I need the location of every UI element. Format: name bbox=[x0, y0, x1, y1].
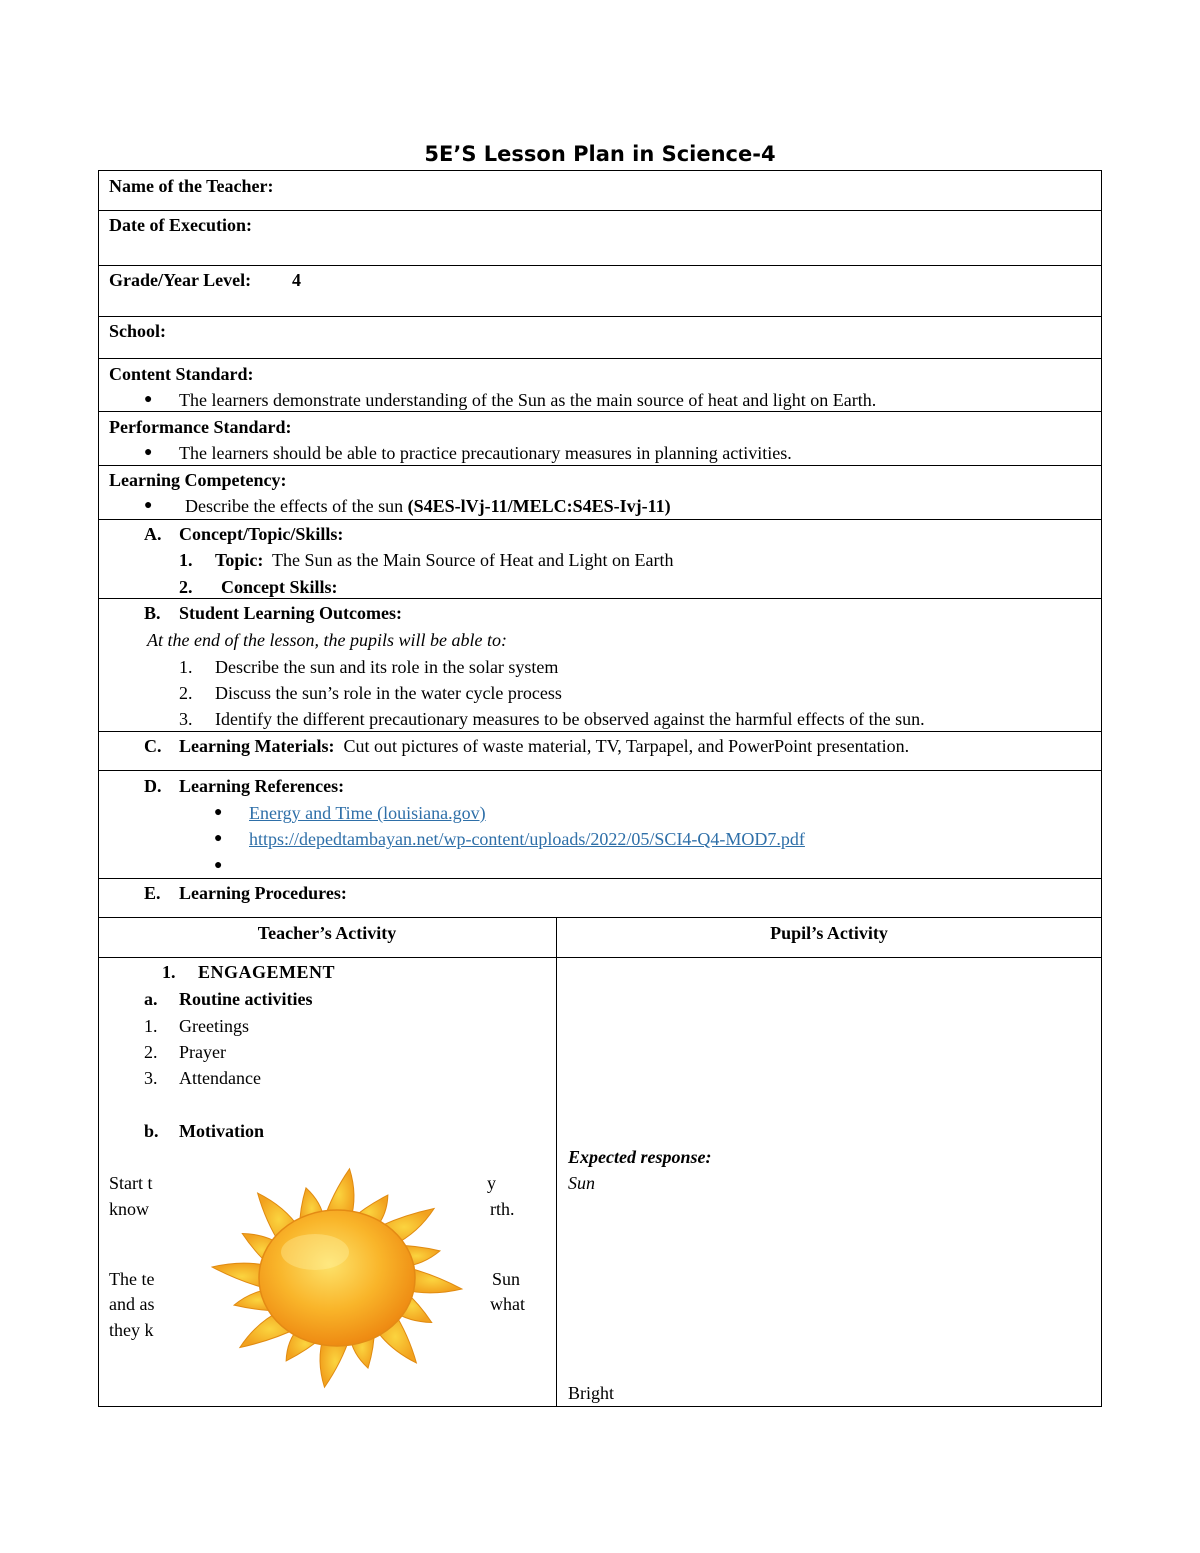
divider bbox=[98, 316, 1102, 317]
paragraph-fragment: rth. bbox=[490, 1199, 515, 1219]
divider bbox=[98, 878, 1102, 879]
motivation-heading: Motivation bbox=[179, 1121, 264, 1141]
outcomes-intro: At the end of the lesson, the pupils will be able to: bbox=[147, 630, 507, 650]
topic-line bbox=[215, 549, 673, 571]
pupil-response: Bright bbox=[568, 1383, 615, 1403]
performance-standard-item: The learners should be able to practice precautionary measures in planning activities. bbox=[179, 443, 792, 463]
bullet-icon: ● bbox=[144, 445, 153, 460]
divider bbox=[98, 411, 1102, 412]
materials-line bbox=[179, 735, 909, 757]
outcome-text: Describe the sun and its role in the solar system bbox=[215, 657, 559, 677]
content-standard-item: The learners demonstrate understanding of the Sun as the main source of heat and light on Earth. bbox=[179, 390, 877, 410]
competency-code: (S4ES-lVj-11/MELC:S4ES-Ivj-11) bbox=[407, 496, 671, 516]
section-b-letter: B. bbox=[144, 603, 161, 623]
skills-num: 2. bbox=[179, 577, 193, 597]
skills-label: Concept Skills: bbox=[221, 577, 338, 597]
sun-icon bbox=[187, 1160, 492, 1392]
bullet-icon: ● bbox=[144, 498, 153, 513]
paragraph-fragment: The te bbox=[109, 1269, 155, 1289]
motivation-letter: b. bbox=[144, 1121, 159, 1141]
outcome-num: 2. bbox=[179, 683, 193, 703]
paragraph-fragment: y bbox=[487, 1173, 496, 1193]
grade-value: 4 bbox=[292, 270, 301, 290]
reference-link[interactable]: Energy and Time (louisiana.gov) bbox=[249, 803, 486, 823]
content-standard-label: Content Standard: bbox=[109, 364, 254, 384]
divider bbox=[98, 210, 1102, 211]
expected-response-label: Expected response: bbox=[568, 1147, 712, 1167]
routine-letter: a. bbox=[144, 989, 158, 1009]
paragraph-fragment: Sun bbox=[492, 1269, 521, 1289]
routine-num: 3. bbox=[144, 1068, 158, 1088]
column-divider bbox=[556, 918, 557, 1406]
topic-num: 1. bbox=[179, 550, 193, 570]
teacher-activity-header: Teacher’s Activity bbox=[257, 923, 397, 943]
section-e-letter: E. bbox=[144, 883, 161, 903]
section-a-letter: A. bbox=[144, 524, 162, 544]
divider bbox=[98, 358, 1102, 359]
divider bbox=[98, 731, 1102, 732]
bullet-icon: ● bbox=[144, 392, 153, 407]
section-d-letter: D. bbox=[144, 776, 162, 796]
routine-num: 2. bbox=[144, 1042, 158, 1062]
topic-label: Topic: bbox=[215, 550, 264, 570]
routine-heading: Routine activities bbox=[179, 989, 313, 1009]
divider bbox=[98, 519, 1102, 520]
routine-num: 1. bbox=[144, 1016, 158, 1036]
section-a-label: Concept/Topic/Skills: bbox=[179, 524, 344, 544]
topic-value: The Sun as the Main Source of Heat and Light on Earth bbox=[272, 550, 674, 570]
outcome-text: Discuss the sun’s role in the water cycle process bbox=[215, 683, 562, 703]
teacher-name-label: Name of the Teacher: bbox=[109, 176, 274, 196]
paragraph-fragment: what bbox=[490, 1294, 525, 1314]
expected-response-value: Sun bbox=[568, 1173, 595, 1193]
outcome-num: 1. bbox=[179, 657, 193, 677]
paragraph-fragment: and as bbox=[109, 1294, 155, 1314]
competency-text: Describe the effects of the sun bbox=[185, 496, 404, 516]
performance-standard-label: Performance Standard: bbox=[109, 417, 292, 437]
paragraph-fragment: Start t bbox=[109, 1173, 153, 1193]
section-d-label: Learning References: bbox=[179, 776, 345, 796]
section-e-label: Learning Procedures: bbox=[179, 883, 347, 903]
routine-item: Greetings bbox=[179, 1016, 249, 1036]
engagement-heading: ENGAGEMENT bbox=[198, 962, 336, 982]
reference-link[interactable]: https://depedtambayan.net/wp-content/uploads/2022/05/SCI4-Q4-MOD7.pdf bbox=[249, 829, 805, 849]
divider bbox=[98, 598, 1102, 599]
bullet-icon: ● bbox=[214, 805, 223, 820]
section-c-letter: C. bbox=[144, 736, 162, 756]
divider bbox=[98, 265, 1102, 266]
page-title: 5E’S Lesson Plan in Science-4 bbox=[424, 142, 776, 166]
competency-item bbox=[185, 495, 671, 517]
routine-item: Attendance bbox=[179, 1068, 261, 1088]
divider bbox=[98, 465, 1102, 466]
divider bbox=[98, 917, 1102, 918]
school-label: School: bbox=[109, 321, 167, 341]
materials-value: Cut out pictures of waste material, TV, Tarpapel, and PowerPoint presentation. bbox=[343, 736, 910, 756]
bullet-icon: ● bbox=[214, 858, 223, 873]
pupil-activity-header: Pupil’s Activity bbox=[770, 923, 888, 943]
date-label: Date of Execution: bbox=[109, 215, 252, 235]
routine-item: Prayer bbox=[179, 1042, 226, 1062]
section-b-label: Student Learning Outcomes: bbox=[179, 603, 403, 623]
grade-label: Grade/Year Level: bbox=[109, 270, 252, 290]
outcome-num: 3. bbox=[179, 709, 193, 729]
divider bbox=[98, 957, 1102, 958]
divider bbox=[98, 770, 1102, 771]
engagement-num: 1. bbox=[162, 962, 176, 982]
section-c-label: Learning Materials: bbox=[179, 736, 335, 756]
competency-label: Learning Competency: bbox=[109, 470, 287, 490]
paragraph-fragment: know bbox=[109, 1199, 149, 1219]
outcome-text: Identify the different precautionary measures to be observed against the harmful effects of the sun. bbox=[215, 709, 925, 729]
bullet-icon: ● bbox=[214, 831, 223, 846]
paragraph-fragment: they k bbox=[109, 1320, 154, 1340]
